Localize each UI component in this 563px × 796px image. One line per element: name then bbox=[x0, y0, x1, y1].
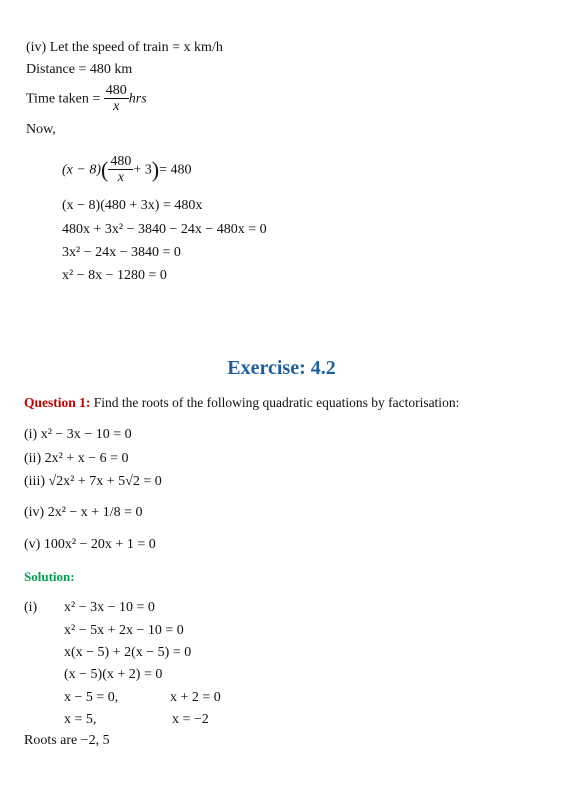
question-1 bbox=[24, 395, 459, 411]
time-fraction-denominator: x bbox=[113, 99, 120, 114]
eq1-rhs: = 480 bbox=[159, 162, 192, 178]
solution-label: Solution: bbox=[24, 569, 75, 584]
intro-time-line bbox=[26, 84, 147, 115]
exercise-heading: Exercise: 4.2 bbox=[227, 357, 336, 379]
derivation-eq2: (x − 8)(480 + 3x) = 480x bbox=[62, 198, 203, 213]
solution-step-4: (x − 5)(x + 2) = 0 bbox=[64, 667, 163, 682]
solution-step-3: x(x − 5) + 2(x − 5) = 0 bbox=[64, 645, 192, 660]
eq1-factor: (x − 8) bbox=[62, 162, 101, 178]
solution-part-label: (i) bbox=[24, 600, 38, 615]
derivation-eq1: (x − 8)( $\frac{480}{x}$ + 3)= 480 bbox=[62, 154, 192, 185]
solution-step-1: x² − 3x − 10 = 0 bbox=[64, 600, 155, 615]
question-item-v: (v) 100x² − 20x + 1 = 0 bbox=[24, 537, 156, 552]
question-item-iv: (iv) 2x² − x + 1/8 = 0 bbox=[24, 505, 143, 520]
question-label: Question 1: bbox=[24, 395, 91, 410]
time-unit: hrs bbox=[128, 91, 147, 107]
eq1-plus-three: + 3 bbox=[133, 162, 152, 178]
solution-roots: Roots are −2, 5 bbox=[24, 733, 110, 748]
time-fraction-numerator: 480 bbox=[105, 83, 127, 98]
time-fraction bbox=[104, 83, 129, 114]
question-item-iii: (iii) √2x² + 7x + 5√2 = 0 bbox=[24, 474, 162, 489]
eq1-fraction: $\frac{480}{x}$ bbox=[110, 154, 132, 185]
intro-speed-line: (iv) Let the speed of train = x km/h bbox=[26, 40, 223, 55]
solution-step-2: x² − 5x + 2x − 10 = 0 bbox=[64, 623, 184, 638]
solution-right-2: x = −2 bbox=[172, 712, 209, 727]
now-label: Now, bbox=[26, 122, 56, 137]
solution-left-1: x − 5 = 0, bbox=[64, 690, 119, 705]
question-text: Find the roots of the following quadratic equations by factorisation: bbox=[93, 395, 460, 410]
solution-right-1: x + 2 = 0 bbox=[170, 690, 221, 705]
question-item-ii: (ii) 2x² + x − 6 = 0 bbox=[24, 451, 129, 466]
derivation-eq5: x² − 8x − 1280 = 0 bbox=[62, 268, 167, 283]
time-label: Time taken = bbox=[26, 91, 101, 107]
derivation-eq3: 480x + 3x² − 3840 − 24x − 480x = 0 bbox=[62, 222, 267, 237]
question-item-i: (i) x² − 3x − 10 = 0 bbox=[24, 427, 132, 442]
derivation-eq4: 3x² − 24x − 3840 = 0 bbox=[62, 245, 181, 260]
solution-left-2: x = 5, bbox=[64, 712, 97, 727]
intro-distance-line: Distance = 480 km bbox=[26, 62, 133, 77]
